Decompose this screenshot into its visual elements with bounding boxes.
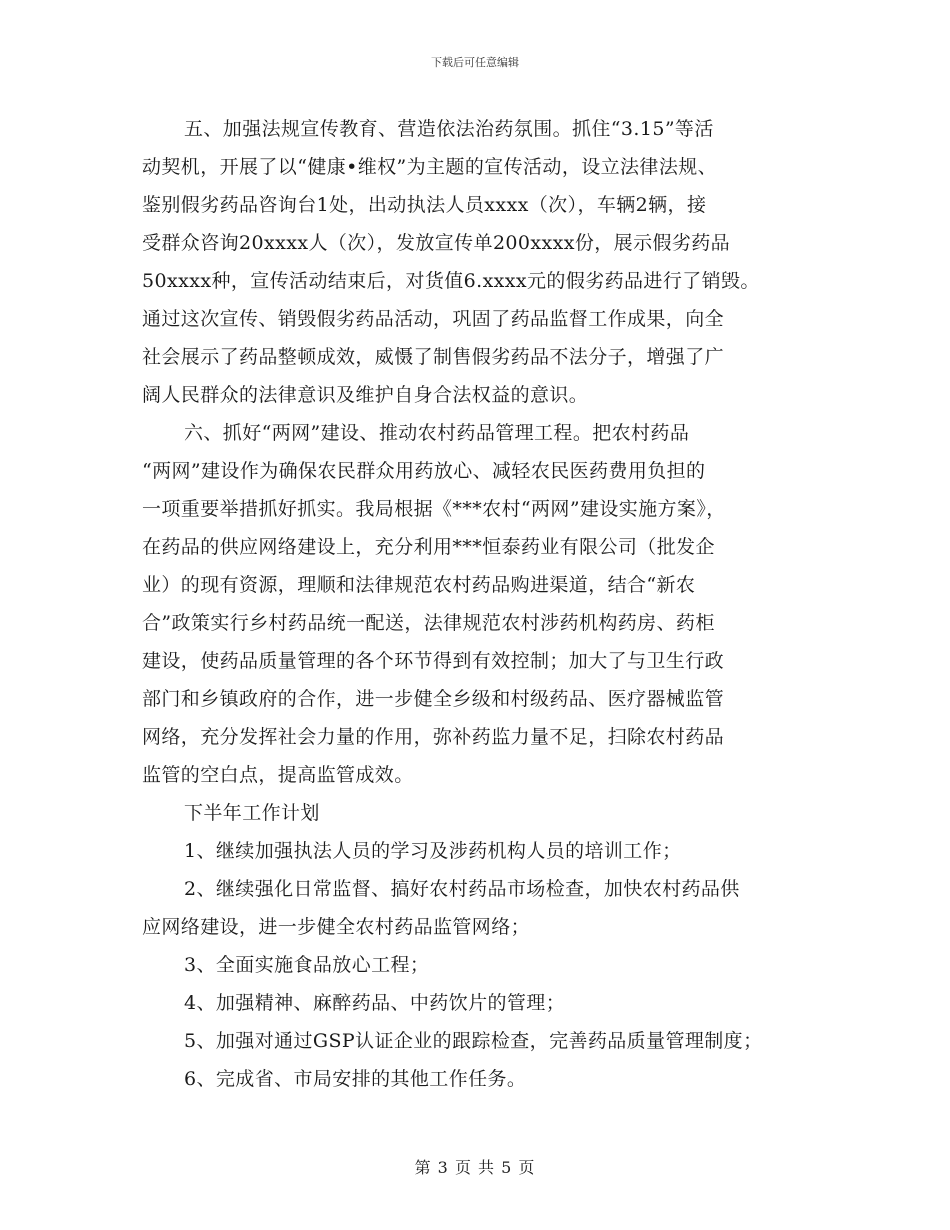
section-heading: 下半年工作计划	[184, 802, 320, 824]
paragraph-line: 鉴别假劣药品咨询台1处，出动执法人员xxxx（次），车辆2辆，接	[142, 194, 707, 216]
paragraph-line: 六、抓好“两网”建设、推动农村药品管理工程。把农村药品	[184, 422, 690, 444]
plan-item: 5、加强对通过GSP认证企业的跟踪检查，完善药品质量管理制度；	[184, 1030, 763, 1052]
paragraph-line: 部门和乡镇政府的合作，进一步健全乡级和村级药品、医疗器械监管	[142, 688, 725, 710]
plan-item: 6、完成省、市局安排的其他工作任务。	[184, 1068, 527, 1090]
plan-item: 3、全面实施食品放心工程；	[184, 954, 430, 976]
paragraph-line: 网络，充分发挥社会力量的作用，弥补药监力量不足，扫除农村药品	[142, 726, 725, 748]
paragraph-line: 业）的现有资源，理顺和法律规范农村药品购进渠道，结合“新农	[142, 574, 696, 596]
paragraph-line: 通过这次宣传、销毁假劣药品活动，巩固了药品监督工作成果，向全	[142, 308, 725, 330]
paragraph-line: 建设，使药品质量管理的各个环节得到有效控制；加大了与卫生行政	[142, 650, 725, 672]
plan-item: 4、加强精神、麻醉药品、中药饮片的管理；	[184, 992, 566, 1014]
page-header: 下载后可任意编辑	[431, 56, 519, 69]
paragraph-line: 受群众咨询20xxxx人（次），发放宣传单200xxxx份，展示假劣药品	[142, 232, 731, 254]
paragraph-line: 一项重要举措抓好抓实。我局根据《***农村“两网”建设实施方案》，	[142, 498, 726, 520]
plan-item: 2、继续强化日常监督、搞好农村药品市场检查，加快农村药品供	[184, 878, 740, 900]
paragraph-line: 在药品的供应网络建设上，充分利用***恒泰药业有限公司（批发企	[142, 536, 715, 558]
paragraph-line: “两网”建设作为确保农民群众用药放心、减轻农民医药费用负担的	[142, 460, 706, 482]
document-body	[142, 110, 832, 1098]
page-footer: 第 3 页 共 5 页	[414, 1158, 536, 1177]
paragraph-line: 50xxxx种，宣传活动结束后，对货值6.xxxx元的假劣药品进行了销毁。	[142, 270, 760, 292]
paragraph-line: 监管的空白点，提高监管成效。	[142, 764, 414, 786]
paragraph-line: 阔人民群众的法律意识及维护自身合法权益的意识。	[142, 384, 589, 406]
plan-item: 应网络建设，进一步健全农村药品监管网络；	[142, 916, 531, 938]
paragraph-line: 动契机，开展了以“健康•维权”为主题的宣传活动，设立法律法规、	[142, 156, 718, 178]
paragraph-line: 社会展示了药品整顿成效，威慑了制售假劣药品不法分子，增强了广	[142, 346, 725, 368]
paragraph-line: 合”政策实行乡村药品统一配送，法律规范农村涉药机构药房、药柜	[142, 612, 715, 634]
plan-item: 1、继续加强执法人员的学习及涉药机构人员的培训工作；	[184, 840, 682, 862]
paragraph-line: 五、加强法规宣传教育、营造依法治药氛围。抓住“3.15”等活	[184, 118, 714, 140]
